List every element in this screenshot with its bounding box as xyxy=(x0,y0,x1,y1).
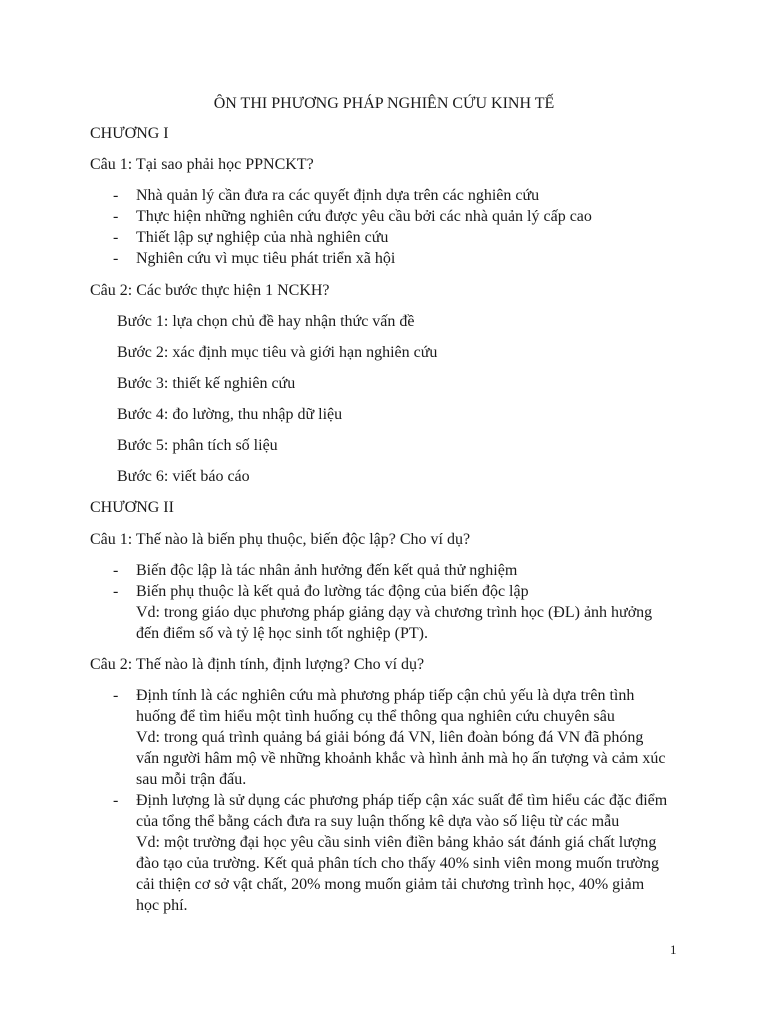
example-line: học phí. xyxy=(136,897,188,914)
list-item: Thực hiện những nghiên cứu được yêu cầu bởi các nhà quản lý cấp cao xyxy=(136,208,592,225)
list-item-continuation: của tổng thể bằng cách đưa ra suy luận thống kê dựa vào số liệu từ các mẫu xyxy=(136,813,620,830)
step-item: Bước 4: đo lường, thu nhập dữ liệu xyxy=(117,406,343,423)
step-item: Bước 6: viết báo cáo xyxy=(117,468,250,485)
bullet-marker: - xyxy=(113,792,119,809)
example-line: đến điểm số và tỷ lệ học sinh tốt nghiệp (PT). xyxy=(136,625,428,642)
chapter-1-question-2: Câu 2: Các bước thực hiện 1 NCKH? xyxy=(90,282,330,299)
bullet-marker: - xyxy=(113,187,119,204)
list-item: Nghiên cứu vì mục tiêu phát triển xã hội xyxy=(136,250,396,267)
chapter-1-question-1: Câu 1: Tại sao phải học PPNCKT? xyxy=(90,156,314,173)
step-item: Bước 5: phân tích số liệu xyxy=(117,437,278,454)
example-line: cải thiện cơ sở vật chất, 20% mong muốn giảm tải chương trình học, 40% giảm xyxy=(136,876,645,893)
document-title: ÔN THI PHƯƠNG PHÁP NGHIÊN CỨU KINH TẾ xyxy=(213,95,555,112)
example-line: Vd: trong quá trình quảng bá giải bóng đá VN, liên đoàn bóng đá VN đã phóng xyxy=(136,729,644,746)
page-number: 1 xyxy=(670,942,677,957)
bullet-marker: - xyxy=(113,208,119,225)
list-item: Biến độc lập là tác nhân ảnh hưởng đến kết quả thử nghiệm xyxy=(136,562,518,579)
chapter-2-question-1: Câu 1: Thế nào là biến phụ thuộc, biến độc lập? Cho ví dụ? xyxy=(90,531,471,548)
example-line: Vd: trong giáo dục phương pháp giảng dạy và chương trình học (ĐL) ảnh hưởng xyxy=(136,604,653,621)
bullet-marker: - xyxy=(113,250,119,267)
bullet-marker: - xyxy=(113,583,119,600)
bullet-marker: - xyxy=(113,562,119,579)
chapter-2-heading: CHƯƠNG II xyxy=(90,499,174,516)
list-item: Biến phụ thuộc là kết quả đo lường tác động của biến độc lập xyxy=(136,583,529,600)
bullet-marker: - xyxy=(113,229,119,246)
example-line: vấn người hâm mộ về những khoảnh khắc và hình ảnh mà họ ấn tượng và cảm xúc xyxy=(136,750,666,767)
list-item: Nhà quản lý cần đưa ra các quyết định dựa trên các nghiên cứu xyxy=(136,187,540,204)
step-item: Bước 1: lựa chọn chủ đề hay nhận thức vấn đề xyxy=(117,313,415,330)
example-line: sau mỗi trận đấu. xyxy=(136,771,247,788)
bullet-marker: - xyxy=(113,687,119,704)
example-line: Vd: một trường đại học yêu cầu sinh viên điền bảng khảo sát đánh giá chất lượng xyxy=(136,834,657,851)
list-item: Định tính là các nghiên cứu mà phương pháp tiếp cận chủ yếu là dựa trên tình xyxy=(136,687,635,704)
list-item: Thiết lập sự nghiệp của nhà nghiên cứu xyxy=(136,229,389,246)
list-item-continuation: huống để tìm hiểu một tình huống cụ thể thông qua nghiên cứu chuyên sâu xyxy=(136,708,615,725)
step-item: Bước 2: xác định mục tiêu và giới hạn nghiên cứu xyxy=(117,344,438,361)
chapter-1-heading: CHƯƠNG I xyxy=(90,125,169,142)
step-item: Bước 3: thiết kế nghiên cứu xyxy=(117,375,296,392)
example-line: đào tạo của trường. Kết quả phân tích cho thấy 40% sinh viên mong muốn trường xyxy=(136,855,660,872)
chapter-2-question-2: Câu 2: Thế nào là định tính, định lượng? Cho ví dụ? xyxy=(90,656,425,673)
list-item: Định lượng là sử dụng các phương pháp tiếp cận xác suất để tìm hiểu các đặc điểm xyxy=(136,792,668,809)
